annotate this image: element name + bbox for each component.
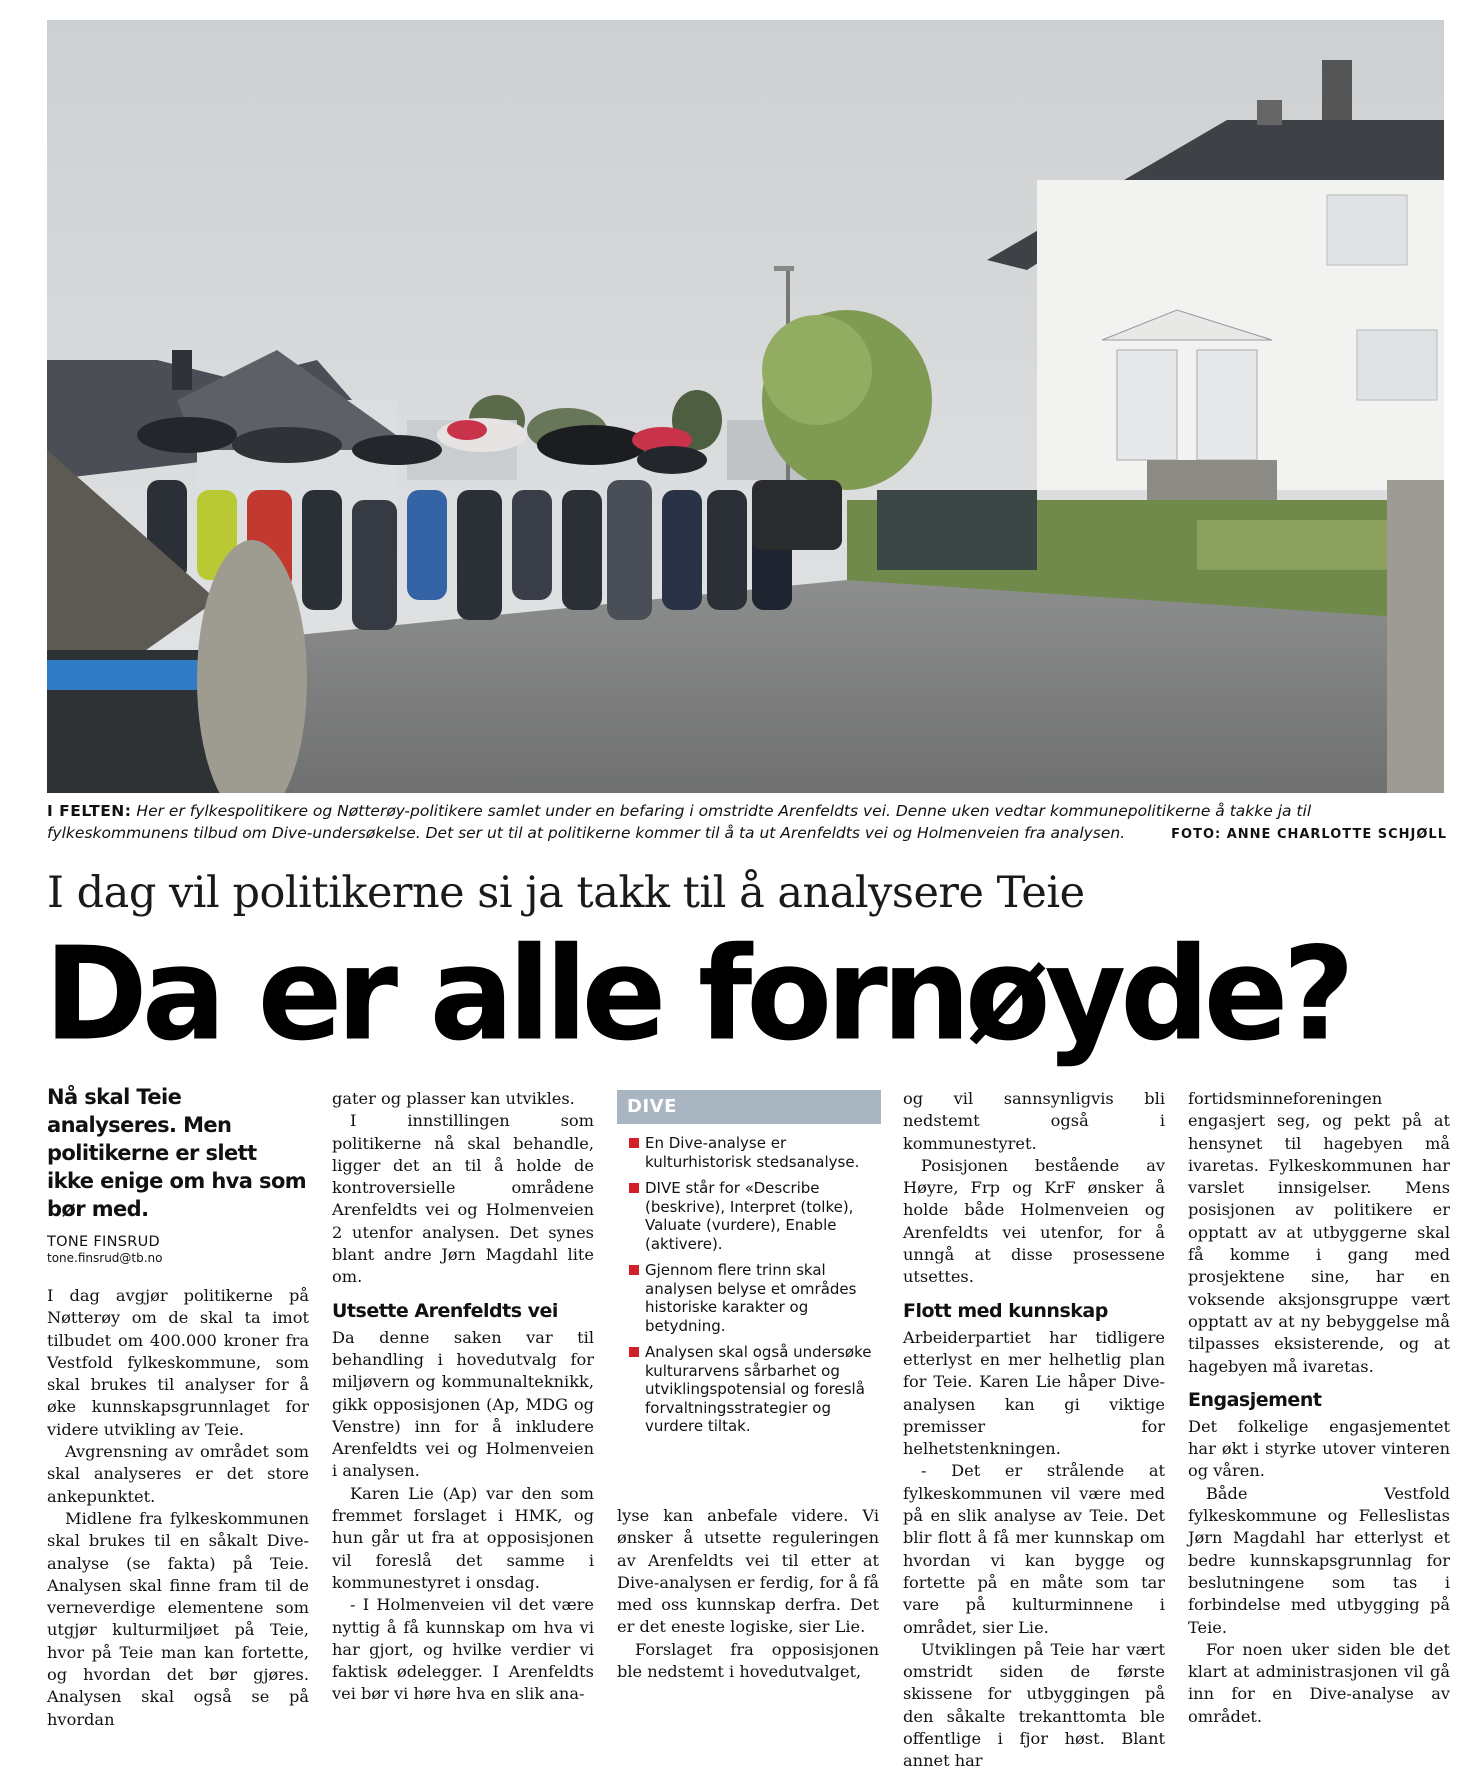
byline-name: TONE FINSRUD xyxy=(47,1234,161,1250)
fact-list xyxy=(617,1134,881,1436)
column-1 xyxy=(47,1083,309,1731)
paragraph: For noen uker siden ble det klart at administrasjonen vil gå inn for en Dive-analyse av området. xyxy=(1188,1639,1450,1726)
red-square-bullet-icon xyxy=(629,1347,639,1357)
article-lead: Nå skal Teie analyseres. Men politikerne er slett ikke enige om hva som bør med. xyxy=(47,1085,307,1221)
column-4 xyxy=(903,1088,1165,1773)
paragraph: og vil sannsynligvis bli nedstemt også i kommunestyret. xyxy=(903,1089,1165,1153)
photo-caption xyxy=(47,800,1447,844)
paragraph: I dag avgjør politikerne på Nøtterøy om de skal ta imot tilbudet om 400.000 kroner fra Vestfold fylkeskommune, som skal brukes til analyser for å øke kunnskapsgrunnlaget for videre utvikling av Teie. xyxy=(47,1286,309,1439)
red-square-bullet-icon xyxy=(629,1183,639,1193)
caption-text: Her er fylkespolitikere og Nøtterøy-politikere samlet under en befaring i omstridte Arenfeldts vei. Denne uken vedtar kommunepolitikerne å takke ja til fylkeskommunens tilbud om Dive-undersøkelse. Det ser ut til at politikerne kommer til å ta ut Arenfeldts vei og Holmenveien fra analysen. xyxy=(47,802,1312,842)
paragraph: Avgrensning av området som skal analyseres er det store ankepunktet. xyxy=(47,1442,309,1506)
paragraph: Forslaget fra opposisjonen ble nedstemt i hovedutvalget, xyxy=(617,1639,879,1682)
section-heading: Flott med kunnskap xyxy=(903,1299,1108,1322)
paragraph: Karen Lie (Ap) var den som fremmet forslaget i HMK, og hun går ut fra at opposisjonen vil foreslå det samme i kommunestyret i onsdag. xyxy=(332,1483,594,1592)
paragraph: - Det er strålende at fylkeskommunen vil være med på en slik analyse av Teie. Det blir flott å få mer kunnskap om hvordan vi kan bygge og fortette på en måte som tar vare på kulturminnene i området, sier Lie. xyxy=(903,1461,1165,1637)
red-square-bullet-icon xyxy=(629,1138,639,1148)
paragraph: lyse kan anbefale videre. Vi ønsker å utsette reguleringen av Arenfeldts vei til etter at Dive-analysen er ferdig, for å få med oss kunnskap derfra. Det er det eneste logiske, sier Lie. xyxy=(617,1506,879,1637)
paragraph: Posisjonen bestående av Høyre, Frp og KrF ønsker å holde både Holmenveien og Arenfeldts vei utenfor, for å unngå at disse prosessene utsettes. xyxy=(903,1155,1165,1287)
fact-item: Analysen skal også undersøke kulturarvens sårbarhet og utviklingspotensial og foreslå forvaltningsstrategier og vurdere tiltak. xyxy=(629,1343,881,1436)
article-headline: Da er alle fornøyde? xyxy=(44,920,1349,1070)
fact-box xyxy=(617,1090,881,1444)
paragraph: Arbeiderpartiet har tidligere etterlyst en mer helhetlig plan for Teie. Karen Lie håper Dive-analysen kan gi viktige premisser for helhetstenkningen. xyxy=(903,1327,1165,1459)
street-scene-photo xyxy=(47,20,1444,793)
caption-kicker: I FELTEN: xyxy=(47,802,132,820)
paragraph: Midlene fra fylkeskommunen skal brukes til en såkalt Dive-analyse (se fakta) på Teie. Analysen skal finne fram til de verneverdige elementene som utgjør kulturmiljøet på Teie, hvor på Teie man kan fortette, og hvordan det bør gjøres. Analysen skal også se på hvordan xyxy=(47,1508,309,1729)
fact-item: En Dive-analyse er kulturhistorisk stedsanalyse. xyxy=(629,1134,881,1171)
fact-box-title: DIVE xyxy=(617,1090,881,1124)
paragraph: Både Vestfold fylkeskommune og Felleslistas Jørn Magdahl har etterlyst et bedre kunnskapsgrunnlag for beslutningene som tas i forbindelse med utbygging på Teie. xyxy=(1188,1483,1450,1637)
fact-item: DIVE står for «Describe (beskrive), Interpret (tolke), Valuate (vurdere), Enable (aktivere). xyxy=(629,1179,881,1253)
paragraph: gater og plasser kan utvikles. xyxy=(332,1089,575,1108)
column-3 xyxy=(617,1505,879,1683)
article-subhead: I dag vil politikerne si ja takk til å analysere Teie xyxy=(47,868,1085,918)
paragraph: Utviklingen på Teie har vært omstridt siden de første skissene for utbyggingen på den såkalte trekanttomta ble offentlige i fjor høst. Blant annet har xyxy=(903,1639,1165,1771)
red-square-bullet-icon xyxy=(629,1265,639,1275)
paragraph: - I Holmenveien vil det være nyttig å få kunnskap om hva vi har gjort, og hvilke verdier vi faktisk ødelegger. I Arenfeldts vei bør vi høre hva en slik ana- xyxy=(332,1595,594,1704)
byline-email[interactable]: tone.finsrud@tb.no xyxy=(47,1251,163,1265)
paragraph: Det folkelige engasjementet har økt i styrke utover vinteren og våren. xyxy=(1188,1416,1450,1481)
photo-credit: FOTO: ANNE CHARLOTTE SCHJØLL xyxy=(1171,827,1447,842)
fact-item: Gjennom flere trinn skal analysen belyse et områdes historiske karakter og betydning. xyxy=(629,1261,881,1335)
paragraph: Da denne saken var til behandling i hovedutvalg for miljøvern og kommunalteknikk, gikk opposisjonen (Ap, MDG og Venstre) inn for å inkludere Arenfeldts vei og Holmenveien i analysen. xyxy=(332,1327,594,1481)
article-photo xyxy=(47,20,1444,793)
paragraph: fortidsminneforeningen engasjert seg, og pekt på at hensynet til hagebyen må ivaretas. Fylkeskommunen har varslet innsigelser. Mens posisjonen av politikere er opptatt av at utbyggerne skal få komme i gang med prosjektene sine, har en voksende aksjonsgruppe vært opptatt av at ny bebyggelse må tilpasses eksisterende, og at hagebyen må ivaretas. xyxy=(1188,1089,1450,1376)
section-heading: Utsette Arenfeldts vei xyxy=(332,1299,558,1322)
paragraph: I innstillingen som politikerne nå skal behandle, ligger det an til å holde de kontroversielle områdene Arenfeldts vei og Holmenveien 2 utenfor analysen. Det synes blant andre Jørn Magdahl lite om. xyxy=(332,1111,594,1287)
column-2 xyxy=(332,1088,594,1706)
section-heading: Engasjement xyxy=(1188,1388,1322,1411)
column-5 xyxy=(1188,1088,1450,1728)
